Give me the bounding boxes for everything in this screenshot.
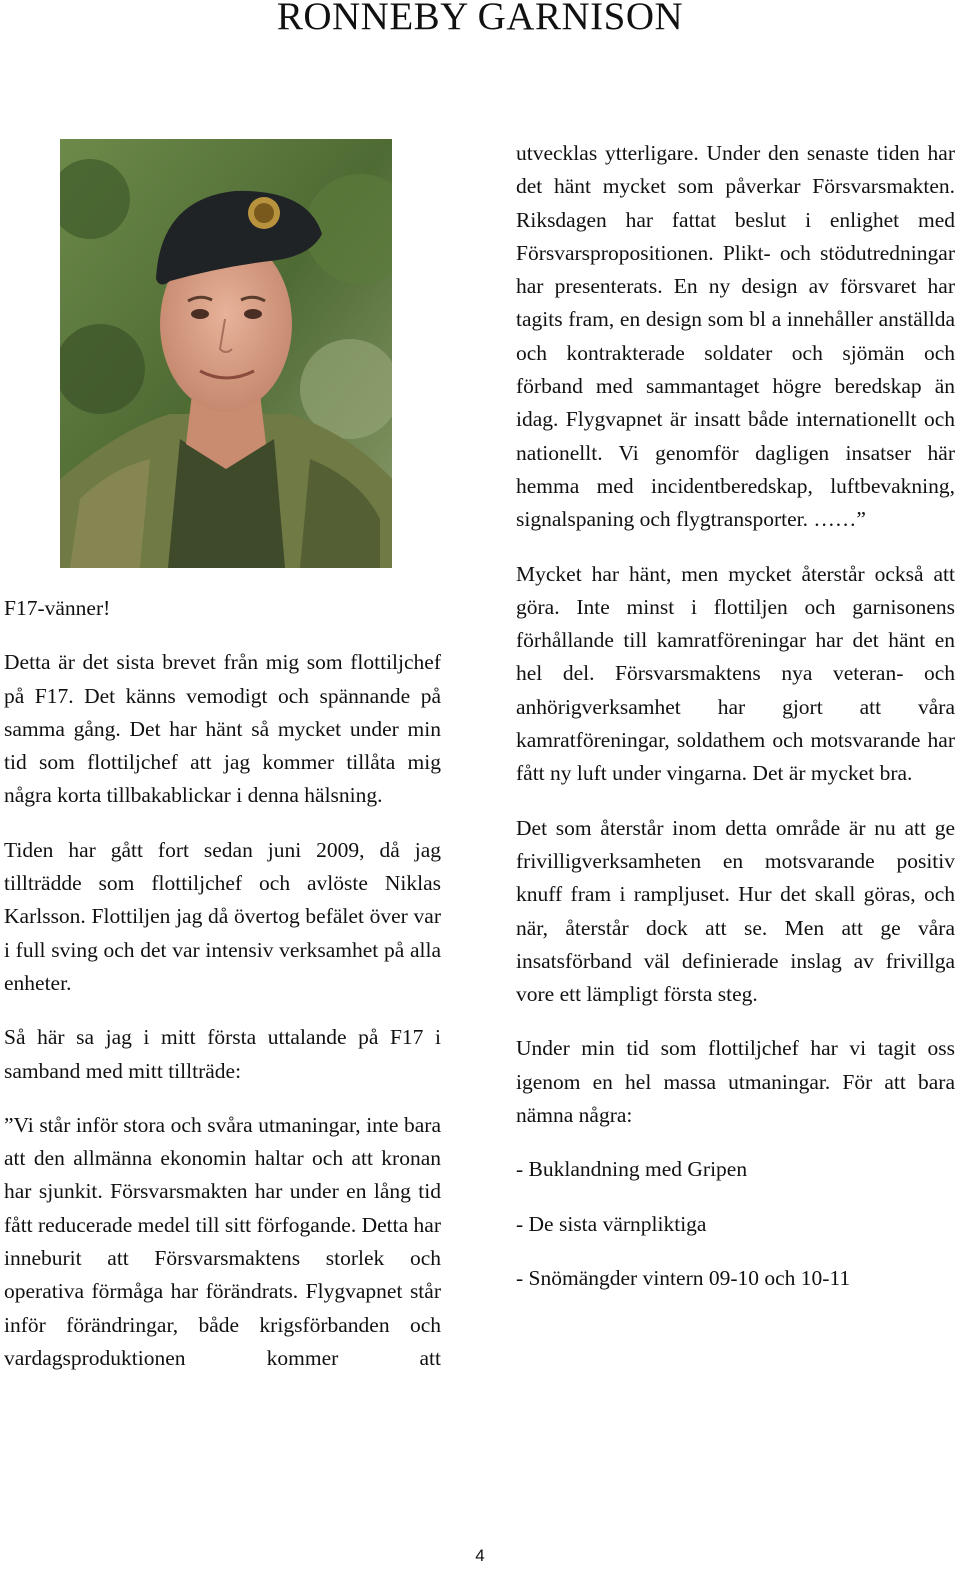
list-item: - Snömängder vintern 09-10 och 10-11 xyxy=(516,1265,851,1290)
page-title: RONNEBY GARNISON xyxy=(276,0,684,38)
portrait-photo-icon xyxy=(60,139,392,568)
body-paragraph: Tiden har gått fort sedan juni 2009, då jag tillträdde som flottiljchef och avlöste Niklas Karlsson. Flottiljen jag då övertog befälet över var i full sving och det var intensiv verksamhet på alla enheter. xyxy=(4,837,441,995)
challenge-list xyxy=(516,1153,955,1295)
page-number: 4 xyxy=(475,1546,485,1565)
left-column xyxy=(4,592,441,1396)
body-paragraph: Det som återstår inom detta område är nu att ge frivilligverksamheten en motsvarande positiv knuff fram i rampljuset. Hur det skall göras, och när, återstår dock att se. Men att ge våra insatsförband väl definierade inslag av frivillga vore ett lämpligt första steg. xyxy=(516,815,955,1007)
body-paragraph: Så här sa jag i mitt första uttalande på F17 i samband med mitt tillträde: xyxy=(4,1025,441,1083)
greeting: F17-vänner! xyxy=(4,596,111,620)
quote-continuation: utvecklas ytterligare. Under den senaste tiden har det hänt mycket som påverkar Försvarsmakten. Riksdagen har fattat beslut i enlighet med Försvarspropositionen. Plikt- och stödutredningar har presenterats. En ny design av försvaret har tagits fram, en design som bl a innehåller anställda och kontrakterade soldater och sjömän och förband med sammantaget högre beredskap än idag. Flygvapnet är insatt både internationellt och nationellt. Vi genomför dagligen insatser här hemma med incidentberedskap, luftbevakning, signalspaning och flygtransporter. ……” xyxy=(516,141,955,532)
list-item: - Buklandning med Gripen xyxy=(516,1157,748,1182)
body-paragraph: Mycket har hänt, men mycket återstår också att göra. Inte minst i flottiljen och garnisonens förhållande till kamratföreningar har det hänt en hel del. Försvarsmaktens nya veteran- och anhörigverksamhet har gjort att våra kamratföreningar, soldathem och motsvarande har fått ny luft under vingarna. Det är mycket bra. xyxy=(516,561,955,786)
body-paragraph: Under min tid som flottiljchef har vi tagit oss igenom en hel massa utmaningar. För att bara nämna några: xyxy=(516,1036,955,1128)
right-column xyxy=(516,137,955,1316)
portrait-photo xyxy=(60,139,392,568)
quote-paragraph: ”Vi står inför stora och svåra utmaningar, inte bara att den allmänna ekonomin haltar och att kronan har sjunkit. Försvarsmakten har under en lång tid fått reducerade medel till sitt förfogande. Detta har inneburit att Försvarsmaktens storlek och operativa förmåga har förändrats. Flygvapnet står inför förändringar, både krigsförbanden och vardagsproduktionen kommer att xyxy=(4,1112,441,1370)
body-paragraph: Detta är det sista brevet från mig som flottiljchef på F17. Det känns vemodigt och spännande på samma gång. Det har hänt så mycket under min tid som flottiljchef att jag kommer tillåta mig några korta tillbakablickar i denna hälsning. xyxy=(4,650,441,808)
list-item: - De sista värnpliktiga xyxy=(516,1211,707,1236)
